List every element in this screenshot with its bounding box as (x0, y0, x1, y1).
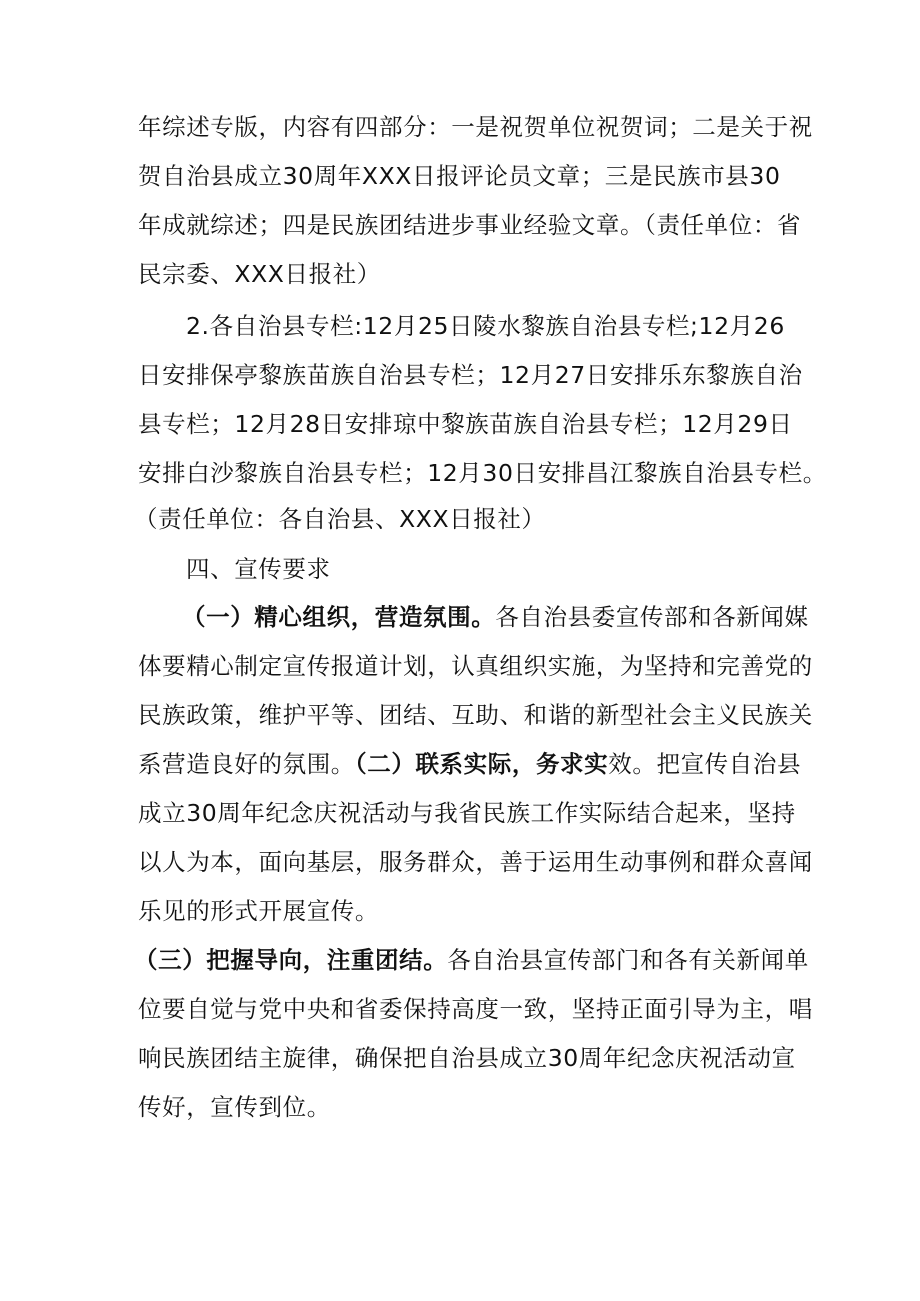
text-line: 贺自治县成立30周年XXX日报评论员文章；三是民族市县30 (138, 162, 781, 190)
text-line: 成立30周年纪念庆祝活动与我省民族工作实际结合起来，坚持 (138, 799, 796, 827)
text-span: 系营造良好的氛围。 (138, 750, 355, 778)
text-line: 县专栏；12月28日安排琼中黎族苗族自治县专栏；12月29日 (138, 410, 793, 438)
text-line: 体要精心制定宣传报道计划，认真组织实施，为坚持和完善党的 (138, 652, 813, 680)
text-line (182, 593, 809, 641)
text-span: 各自治县委宣传部和各新闻媒 (495, 603, 809, 631)
text-line: 安排白沙黎族自治县专栏；12月30日安排昌江黎族自治县专栏。 (138, 459, 827, 487)
text-line (138, 740, 802, 788)
text-line: 日安排保亭黎族苗族自治县专栏；12月27日安排乐东黎族自治 (138, 361, 803, 389)
text-span: 效。把宣传自治县 (608, 750, 802, 778)
text-line: 响民族团结主旋律，确保把自治县成立30周年纪念庆祝活动宣 (138, 1044, 796, 1072)
text-line: 位要自觉与党中央和省委保持高度一致，坚持正面引导为主，唱 (138, 995, 813, 1023)
text-line: 以人为本，面向基层，服务群众，善于运用生动事例和群众喜闻 (138, 848, 813, 876)
text-span: 各自治县宣传部门和各有关新闻单 (447, 946, 809, 974)
text-line (134, 936, 809, 984)
para-heading-2: （二）联系实际，务求实 (354, 750, 609, 778)
text-line: 年综述专版，内容有四部分：一是祝贺单位祝贺词；二是关于祝 (138, 113, 813, 141)
text-line: 年成就综述；四是民族团结进步事业经验文章。（责任单位：省 (138, 211, 802, 239)
text-line: 民族政策，维护平等、团结、互助、和谐的新型社会主义民族关 (138, 701, 813, 729)
text-line: 民宗委、XXX日报社） (138, 260, 381, 288)
text-line: 传好，宣传到位。 (138, 1093, 331, 1121)
para-heading-1: （一）精心组织，营造氛围。 (182, 603, 496, 631)
text-line: 2.各自治县专栏:12月25日陵水黎族自治县专栏;12月26 (186, 312, 785, 340)
para-heading-3: （三）把握导向，注重团结。 (134, 946, 448, 974)
text-line: 乐见的形式开展宣传。 (138, 897, 379, 925)
section-heading: 四、宣传要求 (186, 555, 331, 583)
text-line: （责任单位：各自治县、XXX日报社） (134, 505, 546, 533)
